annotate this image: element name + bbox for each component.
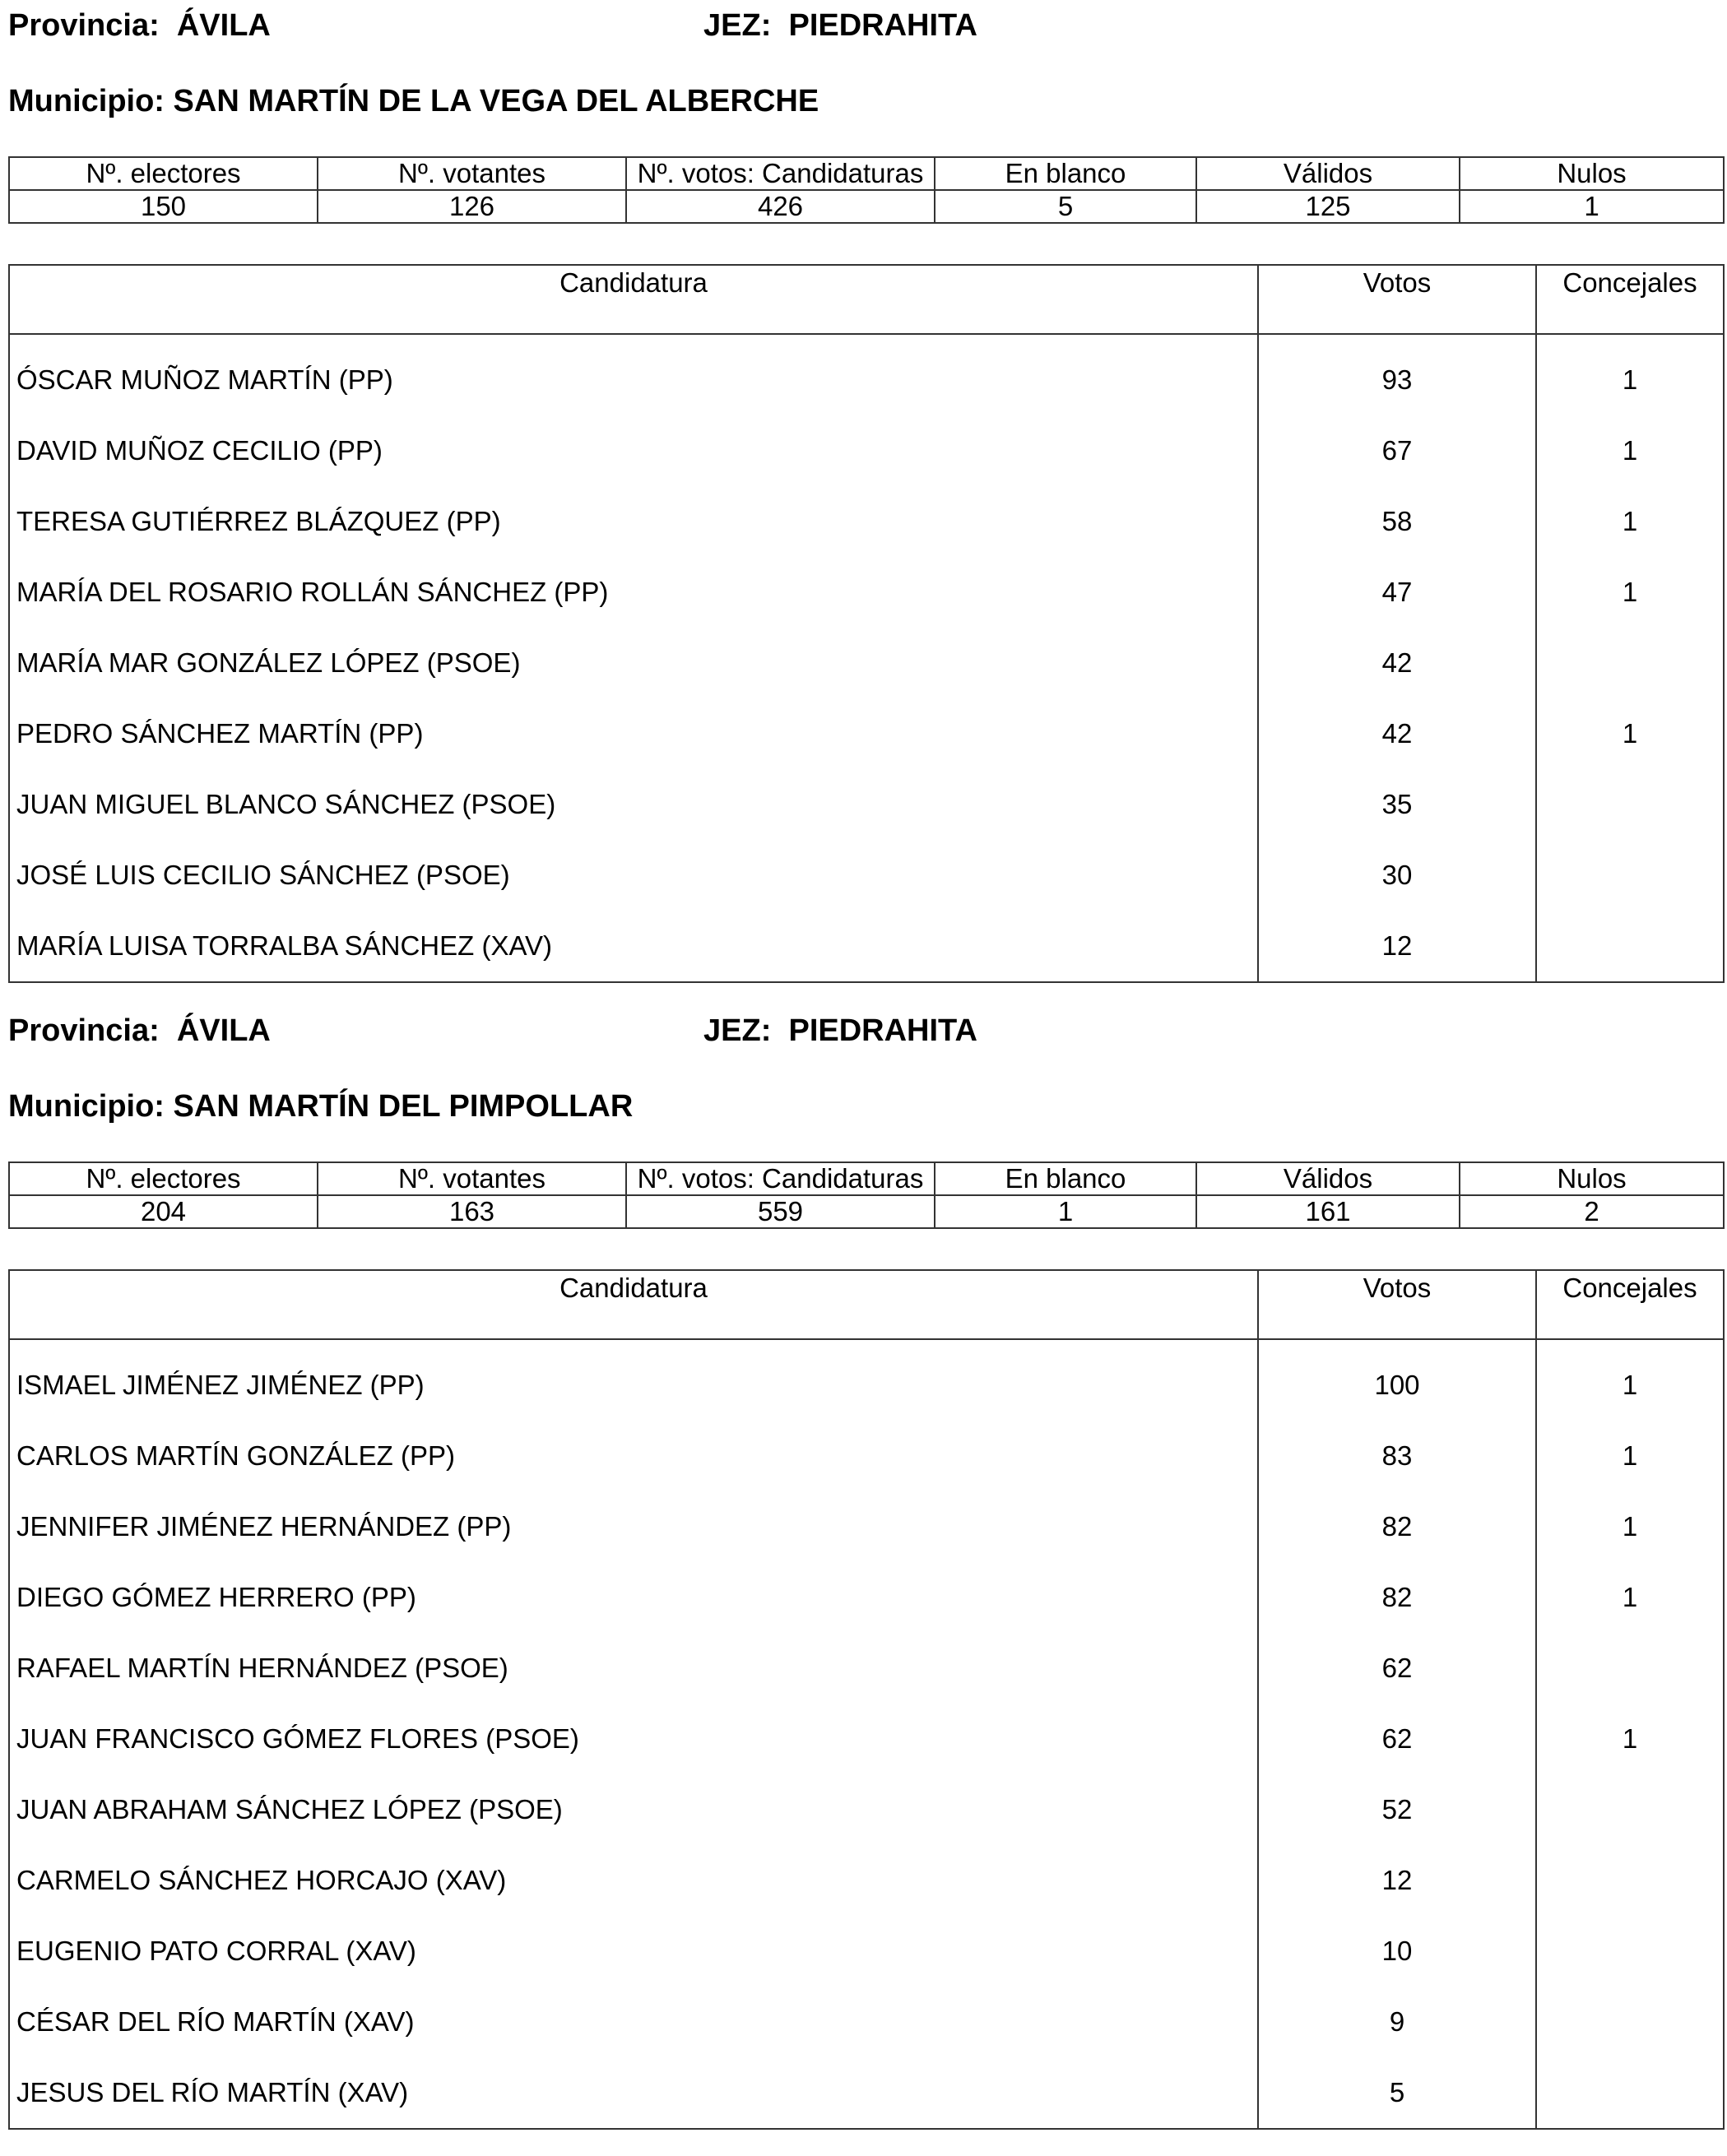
candidate-votos: 10	[1258, 1916, 1536, 1987]
candidate-concejales: 1	[1536, 1421, 1724, 1491]
candidate-name: JESUS DEL RÍO MARTÍN (XAV)	[9, 2057, 1258, 2129]
candidate-concejales: 1	[1536, 486, 1724, 557]
candidate-votos: 67	[1258, 415, 1536, 486]
stats-table	[8, 156, 1725, 224]
candidate-votos: 62	[1258, 1633, 1536, 1704]
candidate-name: RAFAEL MARTÍN HERNÁNDEZ (PSOE)	[9, 1633, 1258, 1704]
provincia-value: ÁVILA	[176, 1013, 271, 1048]
candidate-votos: 93	[1258, 334, 1536, 415]
candidate-name: DAVID MUÑOZ CECILIO (PP)	[9, 415, 1258, 486]
candidate-concejales: 1	[1536, 698, 1724, 769]
stats-header-votantes: Nº. votantes	[318, 157, 626, 190]
candidate-name: CARMELO SÁNCHEZ HORCAJO (XAV)	[9, 1845, 1258, 1916]
stats-value-en-blanco: 1	[935, 1195, 1196, 1228]
header-votos: Votos	[1258, 265, 1536, 334]
candidate-votos: 35	[1258, 769, 1536, 840]
stats-value-votantes: 126	[318, 190, 626, 223]
municipio-label: Municipio:	[8, 84, 165, 118]
candidate-name: CARLOS MARTÍN GONZÁLEZ (PP)	[9, 1421, 1258, 1491]
candidate-name: JUAN ABRAHAM SÁNCHEZ LÓPEZ (PSOE)	[9, 1774, 1258, 1845]
candidate-row	[9, 698, 1724, 769]
stats-value-votos-candidaturas: 426	[626, 190, 935, 223]
municipio-heading	[8, 84, 819, 119]
candidate-name: TERESA GUTIÉRREZ BLÁZQUEZ (PP)	[9, 486, 1258, 557]
candidate-concejales	[1536, 2057, 1724, 2129]
candidate-row	[9, 1421, 1724, 1491]
stats-header-votos-candidaturas: Nº. votos: Candidaturas	[626, 157, 935, 190]
stats-value-votos-candidaturas: 559	[626, 1195, 935, 1228]
candidate-row	[9, 334, 1724, 415]
candidate-row	[9, 2057, 1724, 2129]
candidate-votos: 62	[1258, 1704, 1536, 1774]
candidate-name: MARÍA DEL ROSARIO ROLLÁN SÁNCHEZ (PP)	[9, 557, 1258, 628]
candidate-votos: 58	[1258, 486, 1536, 557]
jez-value: PIEDRAHITA	[788, 8, 977, 43]
candidate-name: CÉSAR DEL RÍO MARTÍN (XAV)	[9, 1987, 1258, 2057]
candidate-row	[9, 840, 1724, 911]
stats-header-row	[9, 157, 1724, 190]
candidate-votos: 5	[1258, 2057, 1536, 2129]
candidate-concejales	[1536, 769, 1724, 840]
municipio-heading	[8, 1089, 633, 1124]
candidate-concejales: 1	[1536, 1339, 1724, 1421]
candidate-votos: 12	[1258, 911, 1536, 982]
jez-value: PIEDRAHITA	[788, 1013, 977, 1048]
stats-header-votos-candidaturas: Nº. votos: Candidaturas	[626, 1162, 935, 1195]
provincia-value: ÁVILA	[176, 8, 271, 43]
candidate-row	[9, 415, 1724, 486]
jez-label: JEZ:	[703, 8, 772, 43]
stats-header-votantes: Nº. votantes	[318, 1162, 626, 1195]
candidate-concejales: 1	[1536, 1704, 1724, 1774]
candidate-name: JOSÉ LUIS CECILIO SÁNCHEZ (PSOE)	[9, 840, 1258, 911]
candidates-header-row	[9, 1270, 1724, 1339]
candidate-row	[9, 1562, 1724, 1633]
candidate-votos: 12	[1258, 1845, 1536, 1916]
jez-heading	[703, 8, 977, 44]
candidate-row	[9, 1704, 1724, 1774]
stats-header-nulos: Nulos	[1460, 1162, 1724, 1195]
candidate-votos: 52	[1258, 1774, 1536, 1845]
candidate-votos: 82	[1258, 1562, 1536, 1633]
candidate-concejales	[1536, 1774, 1724, 1845]
municipio-value: SAN MARTÍN DE LA VEGA DEL ALBERCHE	[173, 84, 819, 118]
stats-table	[8, 1161, 1725, 1229]
candidate-votos: 30	[1258, 840, 1536, 911]
stats-header-validos: Válidos	[1196, 157, 1460, 190]
stats-value-row	[9, 1195, 1724, 1228]
candidate-row	[9, 1916, 1724, 1987]
jez-heading	[703, 1013, 977, 1049]
provincia-label: Provincia:	[8, 1013, 160, 1048]
candidate-concejales: 1	[1536, 415, 1724, 486]
candidate-row	[9, 1491, 1724, 1562]
candidate-concejales: 1	[1536, 1562, 1724, 1633]
candidate-concejales	[1536, 628, 1724, 698]
stats-header-electores: Nº. electores	[9, 157, 318, 190]
provincia-heading	[8, 1013, 271, 1049]
stats-value-validos: 161	[1196, 1195, 1460, 1228]
candidates-header-row	[9, 265, 1724, 334]
header-candidatura: Candidatura	[9, 265, 1258, 334]
candidate-row	[9, 486, 1724, 557]
candidate-name: ÓSCAR MUÑOZ MARTÍN (PP)	[9, 334, 1258, 415]
stats-header-en-blanco: En blanco	[935, 1162, 1196, 1195]
stats-header-row	[9, 1162, 1724, 1195]
candidate-name: DIEGO GÓMEZ HERRERO (PP)	[9, 1562, 1258, 1633]
candidate-votos: 100	[1258, 1339, 1536, 1421]
header-concejales: Concejales	[1536, 1270, 1724, 1339]
candidate-row	[9, 1845, 1724, 1916]
provincia-label: Provincia:	[8, 8, 160, 43]
candidate-row	[9, 1633, 1724, 1704]
stats-value-nulos: 2	[1460, 1195, 1724, 1228]
stats-header-en-blanco: En blanco	[935, 157, 1196, 190]
candidate-name: MARÍA LUISA TORRALBA SÁNCHEZ (XAV)	[9, 911, 1258, 982]
candidate-name: EUGENIO PATO CORRAL (XAV)	[9, 1916, 1258, 1987]
candidate-row	[9, 911, 1724, 982]
municipio-value: SAN MARTÍN DEL PIMPOLLAR	[173, 1089, 634, 1124]
candidate-votos: 47	[1258, 557, 1536, 628]
candidate-votos: 83	[1258, 1421, 1536, 1491]
candidate-votos: 42	[1258, 628, 1536, 698]
header-candidatura: Candidatura	[9, 1270, 1258, 1339]
stats-value-votantes: 163	[318, 1195, 626, 1228]
stats-value-validos: 125	[1196, 190, 1460, 223]
candidate-concejales: 1	[1536, 334, 1724, 415]
candidates-table	[8, 264, 1725, 983]
candidate-row	[9, 1339, 1724, 1421]
candidate-concejales	[1536, 1633, 1724, 1704]
stats-header-nulos: Nulos	[1460, 157, 1724, 190]
candidate-name: JUAN MIGUEL BLANCO SÁNCHEZ (PSOE)	[9, 769, 1258, 840]
candidate-concejales	[1536, 1916, 1724, 1987]
candidate-row	[9, 557, 1724, 628]
candidate-votos: 82	[1258, 1491, 1536, 1562]
header-votos: Votos	[1258, 1270, 1536, 1339]
municipio-label: Municipio:	[8, 1089, 165, 1124]
stats-value-en-blanco: 5	[935, 190, 1196, 223]
stats-value-electores: 150	[9, 190, 318, 223]
stats-value-nulos: 1	[1460, 190, 1724, 223]
candidate-name: MARÍA MAR GONZÁLEZ LÓPEZ (PSOE)	[9, 628, 1258, 698]
stats-value-row	[9, 190, 1724, 223]
candidate-concejales	[1536, 1987, 1724, 2057]
candidate-concejales	[1536, 840, 1724, 911]
stats-value-electores: 204	[9, 1195, 318, 1228]
candidate-name: PEDRO SÁNCHEZ MARTÍN (PP)	[9, 698, 1258, 769]
candidate-concejales: 1	[1536, 1491, 1724, 1562]
candidate-row	[9, 628, 1724, 698]
jez-label: JEZ:	[703, 1013, 772, 1048]
candidates-table	[8, 1269, 1725, 2130]
stats-header-validos: Válidos	[1196, 1162, 1460, 1195]
header-concejales: Concejales	[1536, 265, 1724, 334]
candidate-votos: 42	[1258, 698, 1536, 769]
candidate-concejales	[1536, 911, 1724, 982]
candidate-row	[9, 769, 1724, 840]
candidate-row	[9, 1774, 1724, 1845]
provincia-heading	[8, 8, 271, 44]
candidate-concejales: 1	[1536, 557, 1724, 628]
candidate-name: JUAN FRANCISCO GÓMEZ FLORES (PSOE)	[9, 1704, 1258, 1774]
candidate-name: ISMAEL JIMÉNEZ JIMÉNEZ (PP)	[9, 1339, 1258, 1421]
candidate-row	[9, 1987, 1724, 2057]
stats-header-electores: Nº. electores	[9, 1162, 318, 1195]
candidate-name: JENNIFER JIMÉNEZ HERNÁNDEZ (PP)	[9, 1491, 1258, 1562]
candidate-concejales	[1536, 1845, 1724, 1916]
candidate-votos: 9	[1258, 1987, 1536, 2057]
